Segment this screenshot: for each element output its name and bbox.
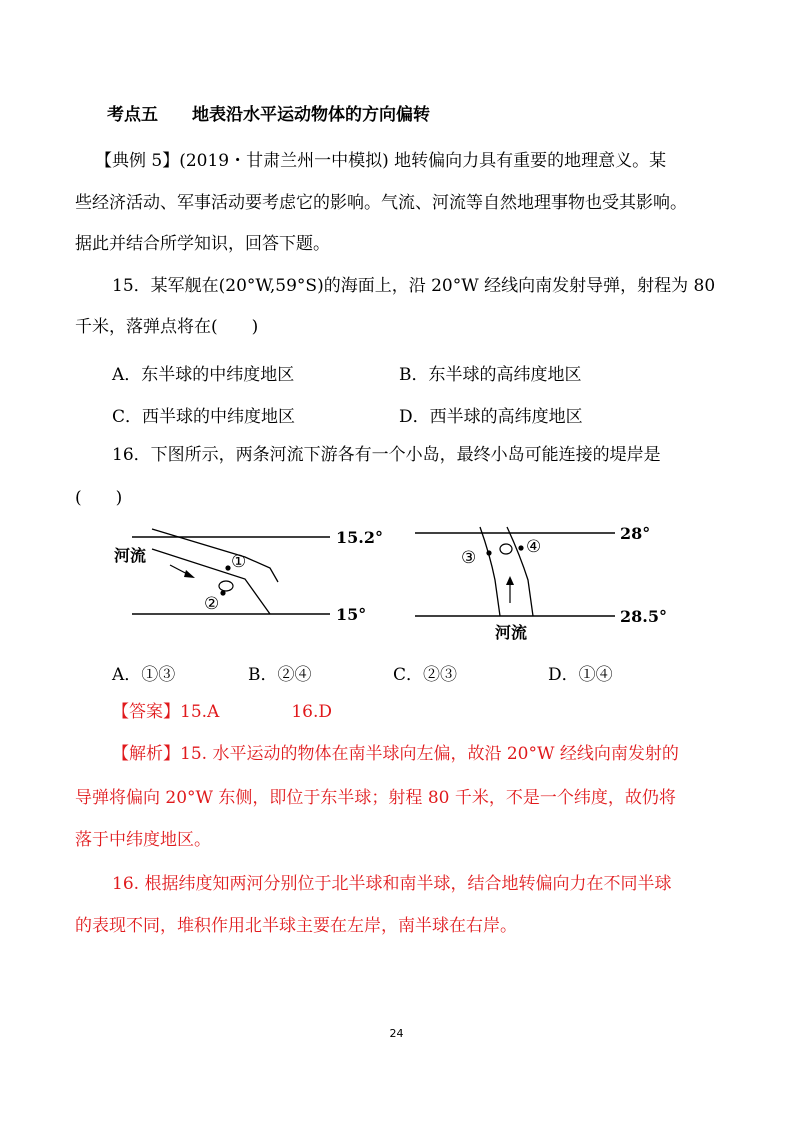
answer-label: 【答案】: [112, 702, 180, 722]
analysis-line-1: 【解析】15. 水平运动的物体在南半球向左偏，故沿 20°W 经线向南发射的: [112, 744, 679, 764]
marker-3-dot: [486, 550, 491, 555]
marker-2-dot: [220, 590, 225, 595]
section-number: 考点五: [107, 105, 158, 125]
answer-q15: 15.A: [180, 702, 220, 722]
right-top-latitude: 28°: [620, 524, 651, 543]
marker-4-dot: [518, 545, 523, 550]
q16-option-a: A．①③: [112, 665, 176, 685]
answer-q16: 16.D: [291, 702, 332, 722]
q15-option-b: B．东半球的高纬度地区: [399, 365, 582, 385]
right-island: [500, 544, 512, 554]
right-river-diagram: [415, 524, 667, 642]
right-bottom-latitude: 28.5°: [620, 607, 667, 626]
right-river-bank-left: [480, 527, 500, 616]
q15-line-1: 15．某军舰在(20°W,59°S)的海面上，沿 20°W 经线向南发射导弹，射程为 80: [112, 276, 716, 296]
q16-line-1: 16．下图所示，两条河流下游各有一个小岛，最终小岛可能连接的堤岸是: [112, 445, 661, 465]
left-flow-arrowhead: [184, 570, 195, 578]
q15-option-d: D．西半球的高纬度地区: [399, 407, 583, 427]
analysis-16-line-1: 16. 根据纬度知两河分别位于北半球和南半球，结合地转偏向力在不同半球: [112, 874, 672, 894]
analysis-16-line-2: 的表现不同，堆积作用北半球主要在左岸，南半球在右岸。: [75, 916, 517, 936]
q15-line-2: 千米，落弹点将在( ): [75, 317, 259, 337]
right-river-label: 河流: [495, 623, 528, 642]
left-island: [219, 581, 233, 591]
section-title: 地表沿水平运动物体的方向偏转: [192, 105, 430, 125]
marker-1-dot: [225, 565, 230, 570]
marker-3-label: ③: [461, 548, 477, 568]
analysis-line-3: 落于中纬度地区。: [75, 830, 211, 850]
marker-2-label: ②: [204, 594, 220, 614]
left-top-latitude: 15.2°: [336, 528, 383, 547]
left-river-label: 河流: [114, 546, 147, 565]
analysis-line-2: 导弹将偏向 20°W 东侧，即位于东半球；射程 80 千米，不是一个纬度，故仍将: [75, 788, 676, 808]
example-line-2: 些经济活动、军事活动要考虑它的影响。气流、河流等自然地理事物也受其影响。: [75, 193, 687, 213]
right-flow-arrowhead: [506, 576, 514, 585]
example-line-3: 据此并结合所学知识，回答下题。: [75, 234, 330, 254]
left-river-diagram: [114, 528, 383, 624]
q16-option-b: B．②④: [248, 665, 312, 685]
page-number: 24: [389, 1027, 404, 1040]
left-bottom-latitude: 15°: [336, 605, 367, 624]
marker-1-label: ①: [231, 552, 247, 572]
example-line-1: 【典例 5】(2019・甘肃兰州一中模拟) 地转偏向力具有重要的地理意义。某: [95, 151, 667, 171]
q16-option-c: C．②③: [393, 665, 458, 685]
answer-line: [112, 702, 332, 722]
river-figure: [100, 515, 680, 645]
q15-option-c: C．西半球的中纬度地区: [112, 407, 296, 427]
section-heading: [107, 100, 430, 125]
q15-option-a: A．东半球的中纬度地区: [112, 365, 295, 385]
q16-line-2: ( ): [75, 488, 123, 508]
marker-4-label: ④: [526, 537, 542, 557]
q16-option-d: D．①④: [548, 665, 613, 685]
